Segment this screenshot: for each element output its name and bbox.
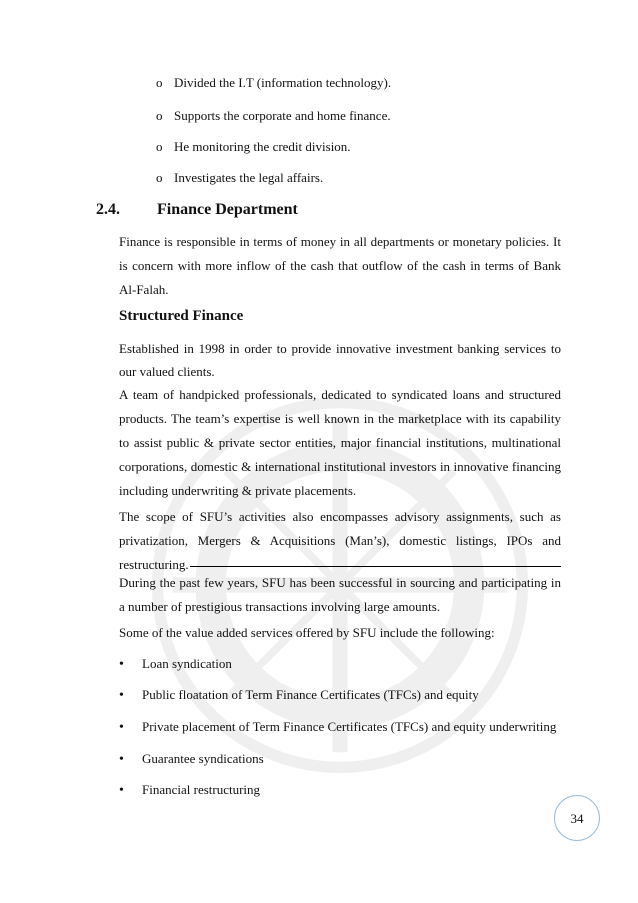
- service-list-item: [119, 656, 232, 673]
- subsection-title: Structured Finance: [119, 308, 244, 324]
- sub-list-text: Divided the I.T (information technology).: [174, 75, 392, 90]
- paragraph-established: Established in 1998 in order to provide innovative investment banking services to our valued clients.: [119, 341, 561, 379]
- sub-list-marker: o: [156, 170, 163, 185]
- service-text: Private placement of Term Finance Certificates (TFCs) and equity underwriting: [142, 719, 557, 734]
- paragraph-team: A team of handpicked professionals, dedicated to syndicated loans and structured products. The team’s expertise is well known in the marketplace with its capability to assist public & private sector entities, major financial institutions, multinational corporations, domestic & international institutional investors in innovative financing including underwriting & private placements.: [119, 387, 561, 498]
- sub-list-marker: o: [156, 108, 163, 123]
- bullet-marker: •: [119, 752, 124, 767]
- paragraph-scope: The scope of SFU’s activities also encompasses advisory assignments, such as privatization, Mergers & Acquisitions (Man’s), domestic listings, IPOs and restructuring.: [119, 509, 561, 572]
- sub-list-item: [156, 75, 391, 91]
- bullet-marker: •: [119, 783, 124, 798]
- bullet-marker: •: [119, 657, 124, 672]
- page-number: 34: [554, 795, 600, 841]
- sub-list-item: [156, 170, 323, 186]
- section-title: Finance Department: [157, 201, 298, 218]
- section-intro-paragraph: Finance is responsible in terms of money in all departments or monetary policies. It is concern with more inflow of the cash that outflow of the cash in terms of Bank Al-Falah.: [119, 234, 561, 297]
- section-number: 2.4.: [96, 201, 120, 218]
- service-list-item: [119, 751, 264, 768]
- sub-list-item: [156, 139, 351, 155]
- sub-list-text: He monitoring the credit division.: [174, 139, 351, 154]
- service-text: Loan syndication: [142, 656, 232, 671]
- service-list-item: [119, 782, 260, 799]
- service-list-item: [119, 687, 479, 704]
- service-text: Public floatation of Term Finance Certificates (TFCs) and equity: [142, 687, 479, 702]
- service-list-item: [119, 719, 556, 736]
- paragraph-past-years: During the past few years, SFU has been successful in sourcing and participating in a number of prestigious transactions involving large amounts.: [119, 575, 561, 614]
- sub-list-marker: o: [156, 139, 163, 154]
- sub-list-item: [156, 108, 391, 124]
- bullet-marker: •: [119, 720, 124, 735]
- paragraph-services-intro: Some of the value added services offered by SFU include the following:: [119, 625, 495, 640]
- service-text: Financial restructuring: [142, 782, 261, 797]
- service-text: Guarantee syndications: [142, 751, 264, 766]
- bullet-marker: •: [119, 688, 124, 703]
- sub-list-text: Investigates the legal affairs.: [174, 170, 324, 185]
- sub-list-marker: o: [156, 75, 163, 90]
- horizontal-rule: [190, 566, 561, 567]
- sub-list-text: Supports the corporate and home finance.: [174, 108, 391, 123]
